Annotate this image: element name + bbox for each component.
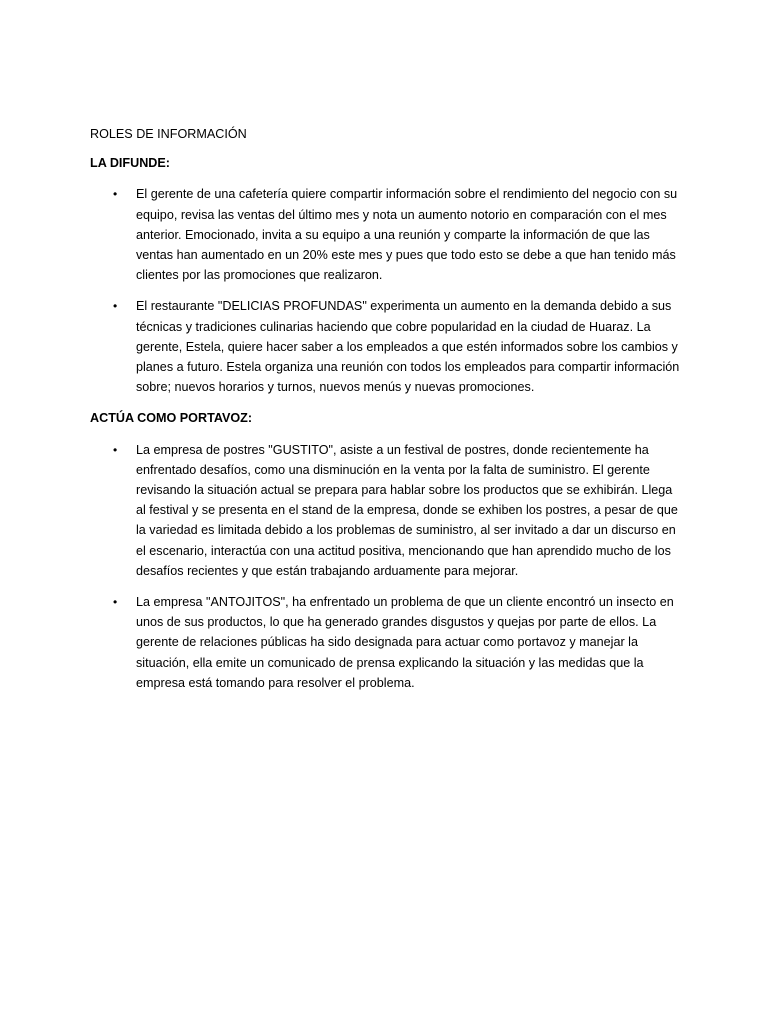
bullet-list-portavoz — [90, 440, 682, 693]
document-title: ROLES DE INFORMACIÓN — [90, 127, 247, 141]
bullet-icon: • — [113, 299, 118, 314]
list-item-text: El restaurante "DELICIAS PROFUNDAS" experimenta un aumento en la demanda debido a sus técnicas y tradiciones culinarias haciendo que cobre popularidad en la ciudad de Huaraz. La gerente, Estela, quiere hacer saber a los empleados a que estén informados sobre los cambios y planes a futuro. Estela organiza una reunión con todos los empleados para compartir información sobre; nuevos horarios y turnos, nuevos menús y nuevas promociones. — [136, 299, 680, 395]
section-heading-portavoz: ACTÚA COMO PORTAVOZ: — [90, 411, 253, 426]
bullet-icon: • — [113, 595, 118, 610]
list-item-text: La empresa "ANTOJITOS", ha enfrentado un problema de que un cliente encontró un insecto en unos de sus productos, lo que ha generado grandes disgustos y quejas por parte de ellos. La gerente de relaciones públicas ha sido designada para actuar como portavoz y manejar la situación, ella emite un comunicado de prensa explicando la situación y las medidas que la empresa está tomando para resolver el problema. — [136, 595, 674, 690]
document-body — [90, 124, 682, 704]
list-item — [90, 296, 682, 397]
list-item-text: La empresa de postres "GUSTITO", asiste a un festival de postres, donde recientemente ha enfrentado desafíos, como una disminución en la venta por la falta de suministro. El gerente revisando la situación actual se prepara para hablar sobre los productos que se exhibirán. Llega al festival y se presenta en el stand de la empresa, donde se exhiben los postres, a pesar de que la variedad es limitada debido a los problemas de suministro, al ser invitado a dar un discurso en el escenario, interactúa con una actitud positiva, mencionando que han aprendido mucho de los desafíos recientes y que están trabajando arduamente para mejorar. — [136, 442, 678, 578]
section-heading-difunde: LA DIFUNDE: — [90, 156, 170, 171]
list-item — [90, 184, 682, 285]
list-item-text: El gerente de una cafetería quiere compartir información sobre el rendimiento del negocio con su equipo, revisa las ventas del último mes y nota un aumento notorio en comparación con el mes anterior. Emocionado, invita a su equipo a una reunión y comparte la información de que las ventas han aumentado en un 20% este mes y pues que todo esto se debe a que han tenido más clientes por las promociones que realizaron. — [136, 187, 678, 283]
bullet-list-difunde — [90, 184, 682, 397]
list-item — [90, 440, 682, 581]
bullet-icon: • — [113, 187, 118, 202]
list-item — [90, 592, 682, 693]
bullet-icon: • — [113, 442, 118, 457]
